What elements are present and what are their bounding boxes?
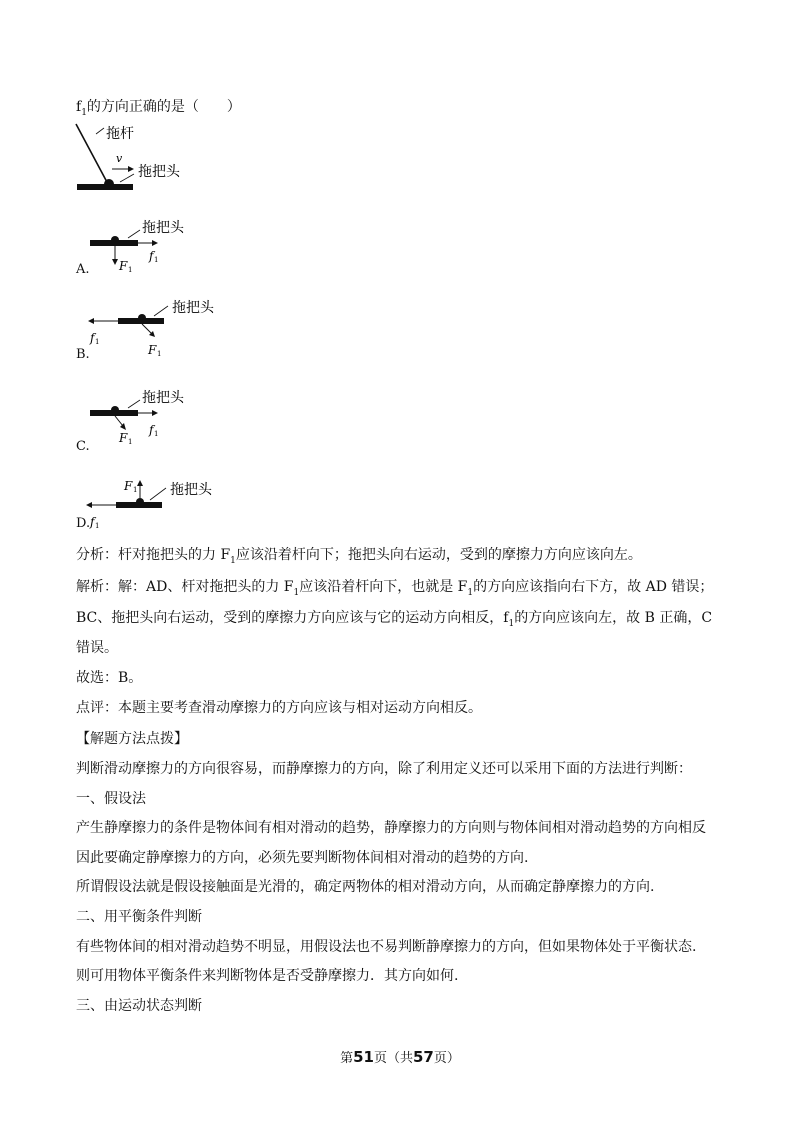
- method-intro: 判断滑动摩擦力的方向很容易，而静摩擦力的方向，除了利用定义还可以采用下面的方法进行判断：: [76, 761, 692, 777]
- d-head-label: 拖把头: [170, 482, 212, 498]
- analysis-line-4: 错误。: [76, 640, 118, 656]
- section-1-para-3: 所谓假设法就是假设接触面是光滑的，确定两物体的相对滑动方向，从而确定静摩擦力的方向.: [76, 879, 655, 895]
- a-head-bar: [90, 240, 138, 246]
- option-c-letter: C.: [76, 439, 90, 454]
- c-head-label: 拖把头: [142, 390, 184, 406]
- velocity-label: v: [116, 152, 123, 165]
- section-2-para-1: 有些物体间的相对滑动趋势不明显，用假设法也不易判断静摩擦力的方向，但如果物体处于平衡状态.: [76, 939, 697, 955]
- comment-line: 点评：本题主要考查滑动摩擦力的方向应该与相对运动方向相反。: [76, 700, 482, 716]
- a-F-arrowhead: [112, 259, 118, 265]
- c-head-bar: [90, 410, 138, 416]
- mop-head-label: 拖把头: [138, 164, 180, 180]
- a-joint: [111, 236, 119, 240]
- d-joint: [136, 498, 144, 502]
- rod-label-leader: [96, 128, 104, 134]
- c-f-arrowhead: [152, 410, 158, 416]
- analysis-2b: 应该沿着杆向下，也就是 F: [299, 579, 468, 595]
- a-F-sub: 1: [128, 266, 133, 274]
- b-F-sub: 1: [157, 350, 162, 358]
- analysis-3b: 的方向应该向左，故 B 正确，C: [514, 610, 713, 626]
- section-1-title: 一、假设法: [76, 791, 146, 807]
- analysis-line-2: [76, 577, 713, 603]
- c-f-sub: 1: [154, 430, 159, 438]
- a-f-sub: 1: [154, 256, 159, 264]
- mop-head-bar: [77, 184, 133, 190]
- d-f-label: f: [90, 515, 95, 529]
- c-label-leader: [128, 400, 140, 408]
- option-b-figure: [86, 298, 226, 366]
- a-f-label: f: [149, 249, 154, 263]
- a-f-arrowhead: [152, 240, 158, 246]
- mop-rod-line: [76, 124, 108, 184]
- analysis-2-sub1: 1: [293, 587, 300, 598]
- b-f-arrowhead: [88, 318, 94, 324]
- c-F-arrow: [115, 416, 123, 426]
- footer-page-number: 51: [353, 1048, 374, 1066]
- b-head-label: 拖把头: [172, 300, 214, 316]
- a-label-leader: [128, 230, 140, 238]
- b-label-leader: [154, 306, 168, 316]
- mop-figure: [74, 120, 204, 200]
- d-head-bar: [116, 502, 162, 508]
- section-1-para-1: 产生静摩擦力的条件是物体间有相对滑动的趋势，静摩擦力的方向则与物体间相对滑动趋势的方向相反: [76, 820, 706, 836]
- section-2-para-2: 则可用物体平衡条件来判断物体是否受静摩擦力．其方向如何.: [76, 968, 459, 984]
- method-heading: 【解题方法点拨】: [76, 731, 188, 747]
- analysis-1-sub: 1: [230, 555, 236, 566]
- d-f-arrowhead: [86, 502, 92, 508]
- stem-rest: 的方向正确的是（ ）: [86, 99, 241, 115]
- b-f-label: f: [90, 331, 95, 345]
- option-a-letter: A.: [76, 262, 90, 277]
- velocity-arrowhead: [128, 166, 134, 172]
- analysis-2-sub2: 1: [467, 587, 474, 598]
- footer-pre: 第: [340, 1051, 354, 1066]
- d-F-sub: 1: [133, 486, 138, 494]
- d-F-arrowhead: [137, 480, 143, 486]
- stem-sub: 1: [81, 107, 87, 118]
- b-f-sub: 1: [95, 338, 100, 346]
- b-F-arrow: [142, 324, 152, 334]
- option-c-figure: [86, 386, 216, 452]
- footer-mid: 页（共: [373, 1051, 413, 1066]
- page-footer: [0, 1047, 800, 1066]
- b-F-label: F: [148, 343, 157, 357]
- mop-rod-label: 拖杆: [106, 126, 134, 142]
- head-label-leader: [120, 174, 134, 182]
- analysis-2c: 的方向应该指向右下方，故 AD 错误；: [473, 579, 714, 595]
- section-1-para-2: 因此要确定静摩擦力的方向，必须先要判断物体间相对滑动的趋势的方向.: [76, 850, 529, 866]
- b-joint: [138, 314, 146, 318]
- d-f-sub: 1: [95, 522, 100, 530]
- footer-total-pages: 57: [413, 1048, 434, 1066]
- analysis-1b: 应该沿着杆向下；拖把头向右运动，受到的摩擦力方向应该向左。: [235, 547, 642, 563]
- option-a-figure: [86, 214, 216, 280]
- d-label-leader: [150, 488, 166, 500]
- stem-f: f: [76, 99, 82, 115]
- c-F-label: F: [119, 431, 128, 445]
- analysis-line-1: [76, 545, 642, 571]
- c-F-sub: 1: [128, 438, 133, 446]
- a-F-label: F: [119, 259, 128, 273]
- analysis-1a: 分析：杆对拖把头的力 F: [76, 547, 231, 563]
- answer-line: 故选：B。: [76, 670, 143, 686]
- analysis-3-sub: 1: [508, 618, 515, 629]
- a-head-label: 拖把头: [142, 220, 184, 236]
- c-joint: [111, 406, 119, 410]
- d-F-label: F: [124, 479, 133, 493]
- option-d-letter: D.: [76, 516, 91, 531]
- c-f-label: f: [149, 423, 154, 437]
- b-head-bar: [118, 318, 164, 324]
- option-d-figure: [86, 474, 226, 534]
- analysis-2a: 解析：解：AD、杆对拖把头的力 F: [76, 579, 294, 595]
- footer-post: 页）: [433, 1051, 460, 1066]
- analysis-line-3: [76, 608, 712, 634]
- section-3-title: 三、由运动状态判断: [76, 998, 202, 1014]
- analysis-3a: BC、拖把头向右运动，受到的摩擦力方向应该与它的运动方向相反，f: [76, 610, 509, 626]
- option-b-letter: B.: [76, 347, 90, 362]
- question-stem: [76, 97, 241, 123]
- section-2-title: 二、用平衡条件判断: [76, 909, 202, 925]
